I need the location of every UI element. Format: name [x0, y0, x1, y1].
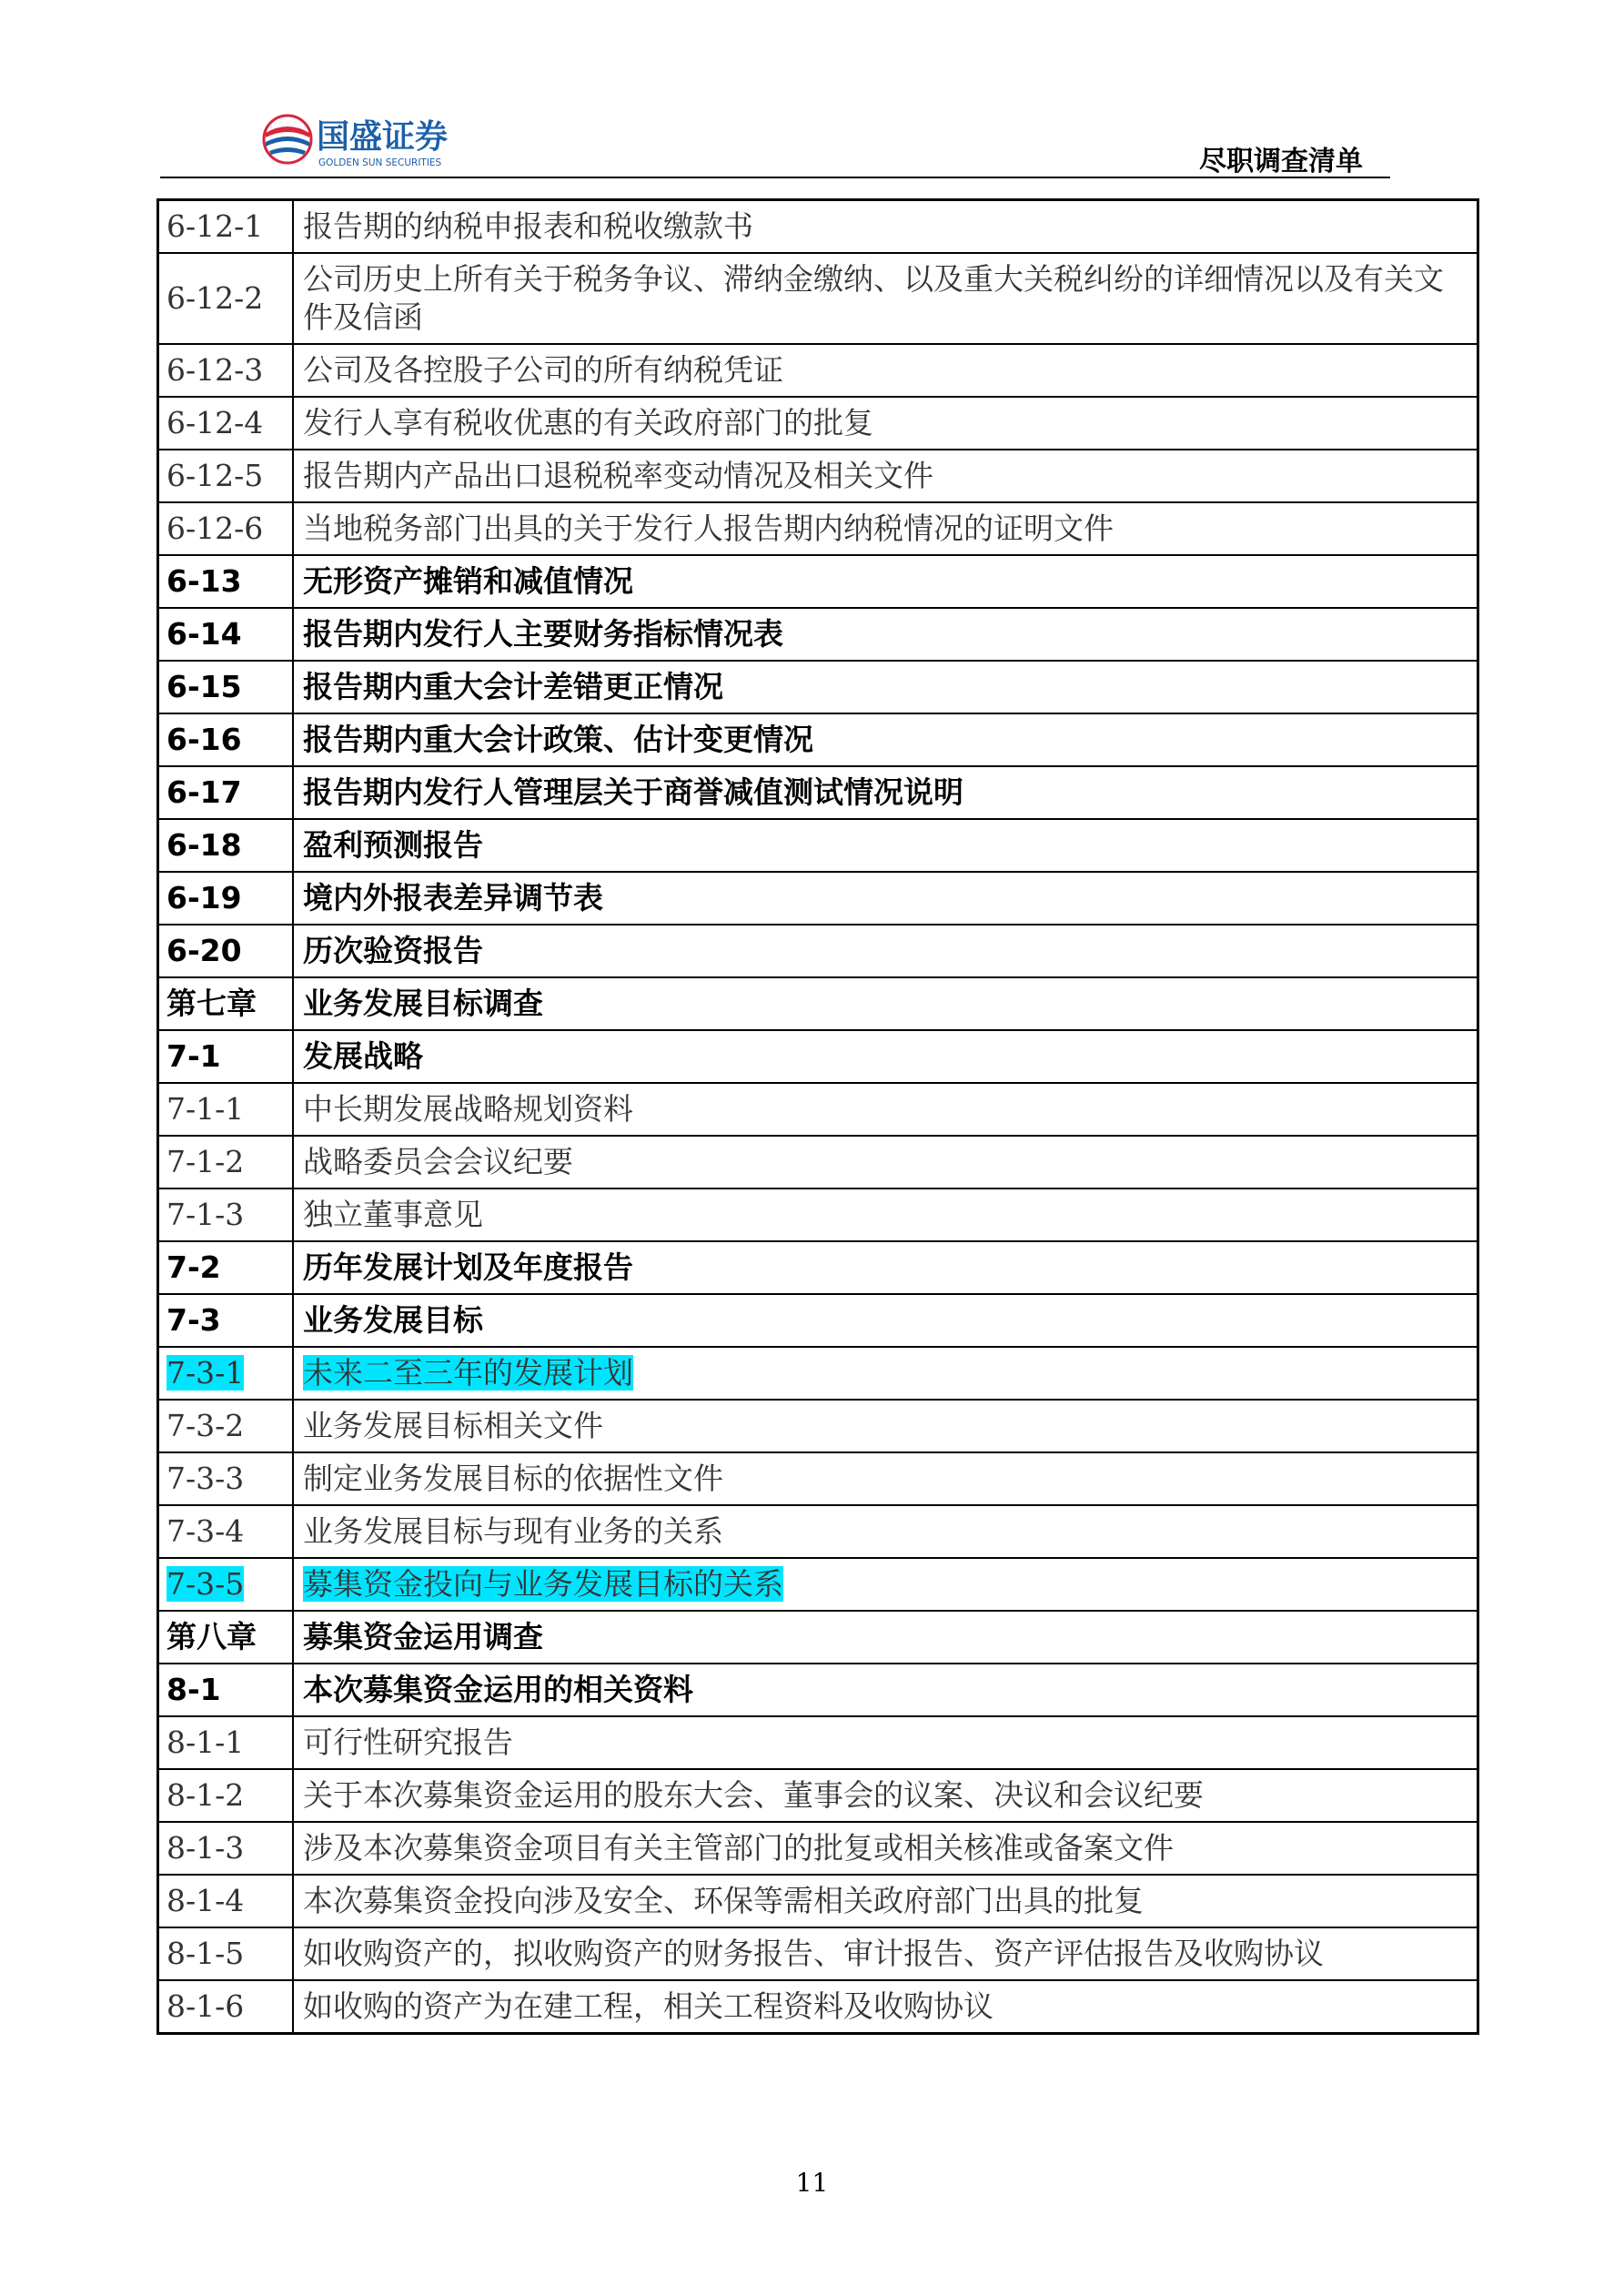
item-code: 6-12-6 [166, 511, 264, 546]
checklist-row [158, 925, 1478, 977]
item-code: 6-17 [166, 774, 242, 810]
item-description-cell [293, 661, 1478, 713]
item-code: 6-20 [166, 933, 242, 968]
item-description-cell [293, 1188, 1478, 1241]
item-code: 6-16 [166, 722, 242, 757]
due-diligence-checklist-table [156, 198, 1479, 2035]
item-description-cell [293, 1980, 1478, 2034]
item-description: 当地税务部门出具的关于发行人报告期内纳税情况的证明文件 [303, 511, 1114, 546]
item-code: 6-12-5 [166, 458, 264, 493]
checklist-row [158, 766, 1478, 819]
item-code-cell [158, 253, 294, 344]
item-code: 7-1 [166, 1038, 221, 1074]
item-code: 7-3-3 [166, 1461, 245, 1496]
item-description: 募集资金运用调查 [303, 1619, 543, 1654]
item-description: 历次验资报告 [303, 933, 483, 968]
item-description-cell [293, 819, 1478, 872]
item-description-cell [293, 253, 1478, 344]
item-description: 报告期内产品出口退税税率变动情况及相关文件 [303, 458, 933, 493]
item-code: 6-19 [166, 880, 242, 915]
item-code-cell [158, 1769, 294, 1822]
item-code-cell [158, 977, 294, 1030]
document-type-title: 尽职调查清单 [1199, 146, 1363, 177]
checklist-row [158, 1241, 1478, 1294]
item-code-cell [158, 1136, 294, 1188]
item-code: 6-14 [166, 616, 242, 652]
item-description-cell [293, 925, 1478, 977]
item-description-cell [293, 555, 1478, 608]
item-description: 公司及各控股子公司的所有纳税凭证 [303, 352, 783, 388]
item-code: 8-1-6 [166, 1988, 245, 2024]
item-description: 可行性研究报告 [303, 1725, 513, 1760]
header-divider [160, 177, 1390, 178]
item-code: 8-1-3 [166, 1830, 245, 1866]
checklist-row [158, 1452, 1478, 1505]
checklist-row [158, 1188, 1478, 1241]
item-description: 报告期的纳税申报表和税收缴款书 [303, 208, 753, 244]
checklist-row [158, 200, 1478, 254]
checklist-row [158, 502, 1478, 555]
item-description-cell [293, 344, 1478, 397]
checklist-row [158, 450, 1478, 502]
item-description: 盈利预测报告 [303, 827, 483, 863]
item-description: 涉及本次募集资金项目有关主管部门的批复或相关核准或备案文件 [303, 1830, 1174, 1866]
checklist-row [158, 977, 1478, 1030]
item-description-cell [293, 1505, 1478, 1558]
checklist-row [158, 1294, 1478, 1347]
item-description-cell [293, 1241, 1478, 1294]
item-code-cell [158, 555, 294, 608]
item-description-cell [293, 1030, 1478, 1083]
item-description-cell [293, 1664, 1478, 1716]
item-description: 如收购的资产为在建工程，相关工程资料及收购协议 [303, 1988, 994, 2024]
item-code: 6-12-4 [166, 405, 264, 440]
checklist-row [158, 1716, 1478, 1769]
item-description: 报告期内发行人主要财务指标情况表 [303, 616, 783, 652]
item-description: 发展战略 [303, 1038, 423, 1074]
item-code-cell [158, 1558, 294, 1611]
item-code: 8-1 [166, 1672, 221, 1707]
item-code: 8-1-4 [166, 1883, 245, 1918]
checklist-row [158, 872, 1478, 925]
item-code: 7-1-1 [166, 1091, 245, 1127]
item-description: 报告期内发行人管理层关于商誉减值测试情况说明 [303, 774, 963, 810]
item-code-cell [158, 1030, 294, 1083]
item-code-cell [158, 872, 294, 925]
item-description: 募集资金投向与业务发展目标的关系 [303, 1566, 783, 1602]
item-code-cell [158, 1294, 294, 1347]
item-code-cell [158, 1241, 294, 1294]
item-description: 无形资产摊销和减值情况 [303, 563, 633, 599]
logo-english-name: GOLDEN SUN SECURITIES [318, 157, 442, 168]
item-description: 业务发展目标 [303, 1302, 483, 1338]
item-description: 独立董事意见 [303, 1197, 483, 1232]
item-code-cell [158, 661, 294, 713]
item-code-cell [158, 1452, 294, 1505]
checklist-row [158, 1400, 1478, 1452]
item-code: 7-3-5 [166, 1566, 245, 1602]
checklist-row [158, 661, 1478, 713]
checklist-row [158, 1980, 1478, 2034]
item-code-cell [158, 1505, 294, 1558]
item-description-cell [293, 872, 1478, 925]
item-description: 业务发展目标与现有业务的关系 [303, 1513, 723, 1549]
item-code: 第七章 [166, 986, 257, 1021]
item-code: 8-1-1 [166, 1725, 245, 1760]
checklist-row [158, 1769, 1478, 1822]
item-description: 报告期内重大会计差错更正情况 [303, 669, 723, 704]
item-code-cell [158, 1400, 294, 1452]
item-description-cell [293, 713, 1478, 766]
item-code-cell [158, 608, 294, 661]
golden-sun-securities-logo [260, 109, 506, 169]
item-code: 6-18 [166, 827, 242, 863]
checklist-row [158, 1822, 1478, 1875]
item-code: 8-1-5 [166, 1936, 245, 1971]
checklist-row [158, 1136, 1478, 1188]
item-description: 制定业务发展目标的依据性文件 [303, 1461, 723, 1496]
checklist-row [158, 1347, 1478, 1400]
item-description-cell [293, 1822, 1478, 1875]
item-description: 公司历史上所有关于税务争议、滞纳金缴纳、以及重大关税纠纷的详细情况以及有关文件及信函 [303, 261, 1444, 335]
checklist-row [158, 555, 1478, 608]
item-code: 7-1-3 [166, 1197, 245, 1232]
item-description-cell [293, 1400, 1478, 1452]
checklist-row [158, 1611, 1478, 1664]
checklist-row [158, 1927, 1478, 1980]
checklist-row [158, 253, 1478, 344]
item-code-cell [158, 1980, 294, 2034]
item-description-cell [293, 608, 1478, 661]
item-description-cell [293, 1927, 1478, 1980]
item-description-cell [293, 1347, 1478, 1400]
item-code: 6-12-2 [166, 280, 264, 316]
item-code: 7-3 [166, 1302, 221, 1338]
checklist-row [158, 1030, 1478, 1083]
item-code: 7-1-2 [166, 1144, 245, 1179]
page-number: 11 [795, 2168, 829, 2198]
item-code-cell [158, 1188, 294, 1241]
item-description-cell [293, 1875, 1478, 1927]
item-code-cell [158, 1927, 294, 1980]
item-description-cell [293, 1083, 1478, 1136]
item-code-cell [158, 1664, 294, 1716]
item-code-cell [158, 200, 294, 254]
item-description: 未来二至三年的发展计划 [303, 1355, 633, 1391]
item-code: 6-15 [166, 669, 242, 704]
checklist-row [158, 713, 1478, 766]
item-description-cell [293, 1294, 1478, 1347]
item-description-cell [293, 450, 1478, 502]
logo-chinese-name: 国盛证券 [317, 118, 449, 156]
item-code: 7-3-1 [166, 1355, 245, 1391]
item-description-cell [293, 1452, 1478, 1505]
checklist-row [158, 1875, 1478, 1927]
item-code-cell [158, 819, 294, 872]
item-description: 境内外报表差异调节表 [303, 880, 603, 915]
item-code-cell [158, 1611, 294, 1664]
item-description-cell [293, 502, 1478, 555]
item-description-cell [293, 200, 1478, 254]
item-code-cell [158, 713, 294, 766]
item-description-cell [293, 1558, 1478, 1611]
item-code-cell [158, 1083, 294, 1136]
item-code: 6-13 [166, 563, 242, 599]
page-header [160, 109, 1390, 178]
item-code-cell [158, 397, 294, 450]
item-description: 战略委员会会议纪要 [303, 1144, 573, 1179]
item-description: 历年发展计划及年度报告 [303, 1249, 633, 1285]
item-description-cell [293, 977, 1478, 1030]
checklist-row [158, 1558, 1478, 1611]
item-code-cell [158, 925, 294, 977]
checklist-row [158, 344, 1478, 397]
item-description-cell [293, 766, 1478, 819]
item-description-cell [293, 1716, 1478, 1769]
item-code-cell [158, 450, 294, 502]
item-description: 关于本次募集资金运用的股东大会、董事会的议案、决议和会议纪要 [303, 1777, 1204, 1813]
item-code: 第八章 [166, 1619, 257, 1654]
item-code: 6-12-3 [166, 352, 264, 388]
item-code-cell [158, 1875, 294, 1927]
checklist-row [158, 608, 1478, 661]
item-description-cell [293, 1136, 1478, 1188]
item-description: 业务发展目标相关文件 [303, 1408, 603, 1443]
item-code-cell [158, 766, 294, 819]
item-description: 业务发展目标调查 [303, 986, 543, 1021]
item-description: 中长期发展战略规划资料 [303, 1091, 633, 1127]
item-code-cell [158, 1822, 294, 1875]
item-code-cell [158, 502, 294, 555]
item-description: 报告期内重大会计政策、估计变更情况 [303, 722, 813, 757]
item-description-cell [293, 397, 1478, 450]
item-code: 7-2 [166, 1249, 221, 1285]
item-code: 7-3-4 [166, 1513, 245, 1549]
item-code: 8-1-2 [166, 1777, 245, 1813]
checklist-row [158, 1083, 1478, 1136]
checklist-row [158, 1505, 1478, 1558]
checklist-row [158, 397, 1478, 450]
item-description: 发行人享有税收优惠的有关政府部门的批复 [303, 405, 873, 440]
item-description: 本次募集资金投向涉及安全、环保等需相关政府部门出具的批复 [303, 1883, 1144, 1918]
item-description: 本次募集资金运用的相关资料 [303, 1672, 693, 1707]
item-description: 如收购资产的，拟收购资产的财务报告、审计报告、资产评估报告及收购协议 [303, 1936, 1324, 1971]
item-code-cell [158, 1347, 294, 1400]
item-description-cell [293, 1769, 1478, 1822]
item-code-cell [158, 344, 294, 397]
item-code-cell [158, 1716, 294, 1769]
item-description-cell [293, 1611, 1478, 1664]
item-code: 6-12-1 [166, 208, 264, 244]
checklist-row [158, 819, 1478, 872]
checklist-row [158, 1664, 1478, 1716]
item-code: 7-3-2 [166, 1408, 245, 1443]
